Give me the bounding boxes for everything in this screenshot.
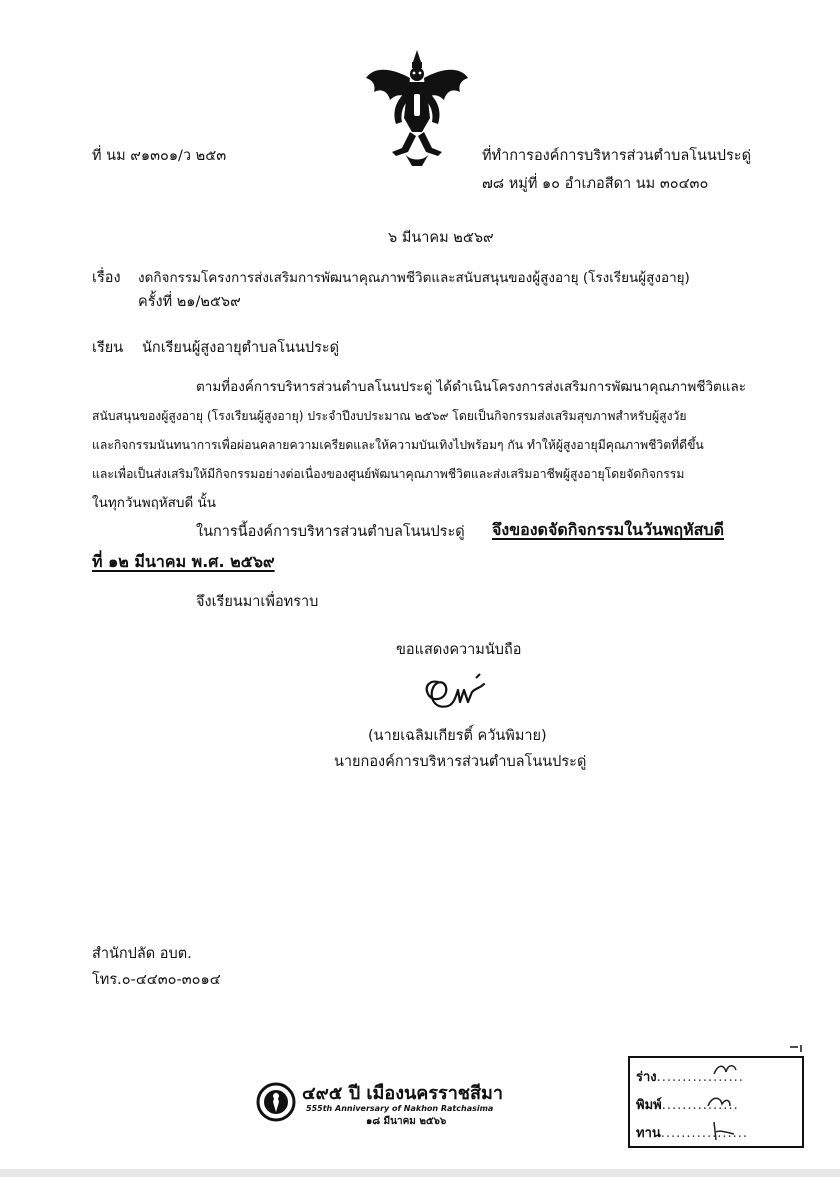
document-number: ที่ นม ๙๑๓๐๑/ว ๒๕๓ [92, 148, 227, 164]
body-line-4: และเพื่อเป็นส่งเสริมให้มีกิจกรรมอย่างต่อเนื่องของศูนย์พัฒนาคุณภาพชีวิตและส่งเสริมอาชีพผู้สูงอายุโดยจัดกิจกรรม [92, 467, 685, 481]
body-line-3: และกิจกรรมนันทนาการเพื่อผ่อนคลายความเครียดและให้ความบันเทิงไปพร้อมๆ กัน ทำให้ผู้สูงอายุมีคุณภาพชีวิตที่ดีขึ้น [92, 438, 704, 452]
corner-mark [790, 1040, 804, 1052]
notice-emphasis-1: จึงของดจัดกิจกรรมในวันพฤหัสบดี [492, 520, 724, 539]
office-name: ที่ทำการองค์การบริหารส่วนตำบลโนนประดู่ [482, 148, 752, 164]
notice-lead: ในการนี้องค์การบริหารส่วนตำบลโนนประดู่ [196, 524, 465, 540]
regards-text: ขอแสดงความนับถือ [396, 642, 522, 658]
review-row: ทาน................. [636, 1126, 749, 1141]
anniversary-english: 555th Anniversary of Nakhon Ratchasima [306, 1104, 494, 1113]
signatory-position: นายกองค์การบริหารส่วนตำบลโนนประดู่ [334, 754, 587, 770]
document-date: ๖ มีนาคม ๒๕๖๙ [388, 230, 494, 246]
draft-label: ร่าง [636, 1070, 657, 1085]
page-edge [0, 1169, 840, 1177]
body-line-5: ในทุกวันพฤหัสบดี นั้น [92, 495, 216, 511]
closing-line: จึงเรียนมาเพื่อทราบ [196, 594, 319, 610]
recipient-label: เรียน [92, 340, 124, 356]
garuda-emblem [362, 48, 472, 170]
initials-marks [700, 1060, 760, 1146]
anniversary-seal-icon [256, 1082, 296, 1122]
subject-label: เรื่อง [92, 270, 121, 286]
subject-line-2: ครั้งที่ ๒๑/๒๕๖๙ [138, 294, 241, 310]
draft-row: ร่าง................. [636, 1070, 744, 1085]
print-row: พิมพ์............... [636, 1098, 739, 1113]
print-label: พิมพ์ [636, 1098, 662, 1113]
body-line-2: สนับสนุนของผู้สูงอายุ (โรงเรียนผู้สูงอายุ) ประจำปีงบประมาณ ๒๕๖๙ โดยเป็นกิจกรรมส่งเสริมสุขภาพสำหรับผู้สูงวัย [92, 409, 687, 423]
phone-number: โทร.๐-๔๔๓๐-๓๐๑๔ [92, 972, 221, 988]
anniversary-date: ๑๘ มีนาคม ๒๕๖๖ [366, 1116, 447, 1127]
recipient-name: นักเรียนผู้สูงอายุตำบลโนนประดู่ [142, 340, 340, 356]
anniversary-title: ๔๙๕ ปี เมืองนครราชสีมา [302, 1083, 503, 1104]
signatory-name: (นายเฉลิมเกียรติ์ ควันพิมาย) [368, 728, 547, 744]
review-label: ทาน [636, 1126, 661, 1141]
body-line-1: ตามที่องค์การบริหารส่วนตำบลโนนประดู่ ได้ดำเนินโครงการส่งเสริมการพัฒนาคุณภาพชีวิตและ [196, 379, 747, 395]
garuda-icon [362, 48, 472, 170]
office-address: ๗๘ หมู่ที่ ๑๐ อำเภอสีดา นม ๓๐๔๓๐ [482, 176, 709, 192]
notice-emphasis-2: ที่ ๑๒ มีนาคม พ.ศ. ๒๕๖๙ [92, 552, 275, 571]
handwritten-signature [414, 672, 494, 716]
approval-box [628, 1056, 804, 1148]
department-name: สำนักปลัด อบต. [92, 946, 192, 962]
subject-line-1: งดกิจกรรมโครงการส่งเสริมการพัฒนาคุณภาพชีวิตและสนับสนุนของผู้สูงอายุ (โรงเรียนผู้สูงอายุ) [138, 270, 690, 286]
